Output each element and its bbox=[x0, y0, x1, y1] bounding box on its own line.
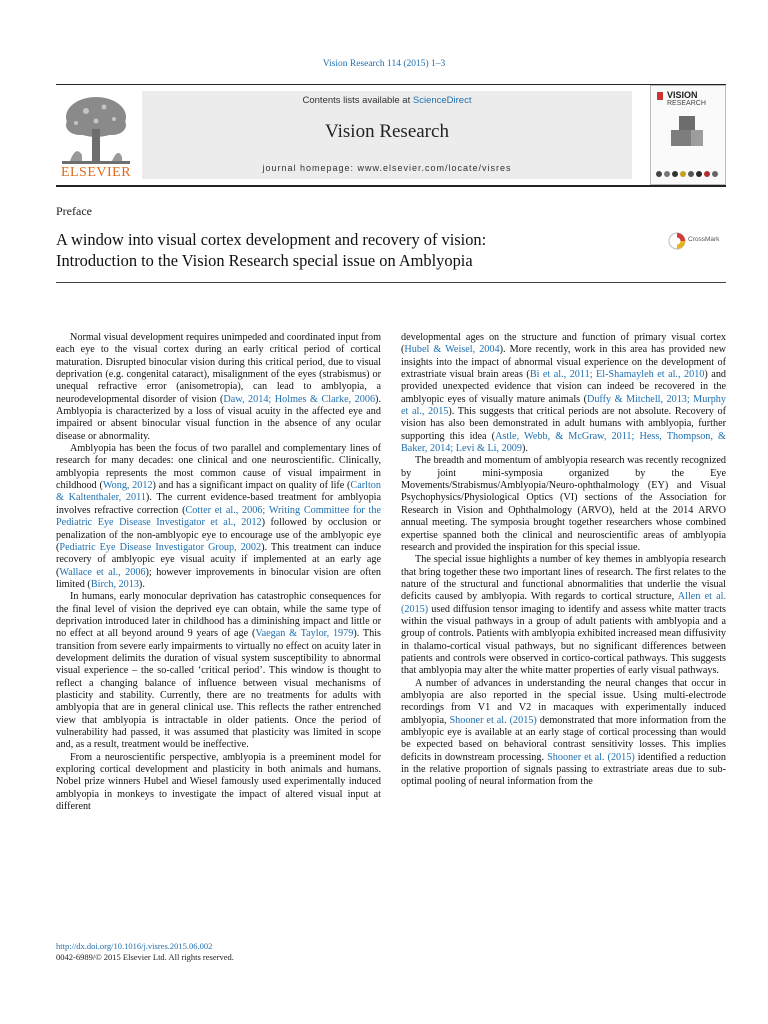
paragraph-text: ). This treatment can induce recovery of amblyopic eye visual acuity if implemented at an early age ( bbox=[56, 541, 381, 578]
contents-prefix: Contents lists available at bbox=[302, 95, 413, 106]
paragraph-text: ) and has a significant impact on quality of life ( bbox=[152, 480, 351, 492]
copyright-notice: 0042-6989/© 2015 Elsevier Ltd. All rights reserved. bbox=[56, 952, 234, 962]
paragraph-text: developmental ages on the structure and function of primary visual cortex ( bbox=[401, 332, 726, 356]
citation-link[interactable]: Cotter et al., 2006; Writing Committee for the Pediatric Eye Disease Investigator et al., 2012 bbox=[56, 504, 381, 529]
journal-title: Vision Research bbox=[325, 121, 449, 142]
paragraph bbox=[56, 332, 381, 443]
article-type: Preface bbox=[56, 204, 92, 218]
masthead-rule bbox=[56, 185, 726, 187]
paragraph-text: ). More recently, work in this area has provided new insights into the impact of abnormal visual experience on the development of extrastriate visual brain areas ( bbox=[401, 344, 726, 381]
citation-link[interactable]: Allen et al. (2015) bbox=[401, 591, 726, 615]
paragraph-text: Normal visual development requires unimpeded and coordinated input from each eye to the visual cortex during an early critical period of cortical maturation. Disrupted binocular vision during this critical period, due to visual deprivation (e.g. congenital cataract), misalignment of the eyes (strabismus) or unequal refractive error (anisometropia), can lead to amblyopia, a neurodevelopmental disorder of vision ( bbox=[56, 332, 381, 405]
paragraph bbox=[56, 591, 381, 751]
journal-homepage[interactable]: journal homepage: www.elsevier.com/locate/visres bbox=[262, 163, 512, 173]
citation-link[interactable]: Duffy & Mitchell, 2013; Murphy et al., 2015 bbox=[401, 393, 726, 418]
journal-reference[interactable]: Vision Research 114 (2015) 1–3 bbox=[322, 59, 446, 69]
cover-graphic-icon bbox=[651, 86, 725, 184]
paragraph-text: ). The current evidence-based treatment for amblyopia involves refractive correction ( bbox=[56, 492, 382, 516]
paragraph bbox=[401, 554, 726, 677]
paragraph-text: ). Amblyopia is characterized by a loss of visual acuity in the affected eye and impaired or absent binocular visual function in the absence of any ocular disease or abnormality. bbox=[56, 393, 381, 442]
citation-link[interactable]: Vaegan & Taylor, 1979 bbox=[255, 628, 354, 640]
body-column-right bbox=[401, 332, 726, 789]
paragraph-text: In humans, early monocular deprivation has catastrophic consequences for the final level of vision the deprived eye can obtain, while the same type of deprivation introduced later in childhood has a diminishing impact and little or no effect at all beyond around 9 years of age ( bbox=[56, 591, 381, 640]
paragraph-text: ). bbox=[521, 443, 528, 455]
paragraph-text: ). This transition from severe early impairments to virtually no effect on acuity later in development delimits the duration of visual system susceptibility to abnormal visual experience – the so-called ‘critical period’. This window is thought to reflect a changing balance of influence between visual mechanisms of plasticity and stability. Currently, there are no treatments for adults with amblyopia that are in general clinical use. This reflects the rather entrenched view that amblyopia is intractable in older patients. Once the period of vulnerability had passed, it was assumed that plasticity was limited in scope and, as a result, treatment would be ineffective. bbox=[56, 628, 381, 751]
paragraph-text: used diffusion tensor imaging to identify and assess white matter tracts within the visual pathways in a group of adult patients with amblyopia and a group of controls. Patients with amblyopia exhibited increased mean diffusivity in thalamo-cortical visual pathways, but no significant differences between patients and controls were observed in cortico-cortical pathways. This suggests that amblyopia may alter the white matter properties of early visual pathways. bbox=[401, 603, 726, 677]
citation-link[interactable]: Shooner et al. (2015) bbox=[547, 751, 635, 763]
citation-link[interactable]: Astle, Webb, & McGraw, 2011; Hess, Thompson, & Baker, 2014; Levi & Li, 2009 bbox=[401, 430, 726, 455]
citation-link[interactable]: Bi et al., 2011; El-Shamayleh et al., 2010 bbox=[529, 369, 705, 381]
crossmark-icon bbox=[668, 232, 686, 250]
sciencedirect-link[interactable]: ScienceDirect bbox=[412, 95, 472, 106]
citation-link[interactable]: Daw, 2014; Holmes & Clarke, 2006 bbox=[223, 393, 376, 405]
paragraph-text: ) and provided unexpected evidence that vision can indeed be recovered in the amblyopic eyes of visually mature animals ( bbox=[401, 369, 727, 405]
article-title-line-1: A window into visual cortex development and recovery of vision: bbox=[56, 230, 487, 249]
paragraph-text: Amblyopia has been the focus of two parallel and complementary lines of research for many decades: one clinical and one neuroscientific. Clinically, amblyopia represents the most common cause of visual impairment in childhood ( bbox=[56, 443, 381, 492]
citation-link[interactable]: Birch, 2013 bbox=[90, 578, 139, 590]
paragraph bbox=[401, 332, 726, 455]
citation-link[interactable]: Shooner et al. (2015) bbox=[449, 714, 537, 726]
article-title bbox=[56, 229, 616, 271]
paragraph-text: demonstrated that more information from the amblyopic eye is available at an early stage of cortical processing than would be expected based on behavioral contrast sensitivity losses. This implies deficits in downstream processing. bbox=[401, 714, 726, 763]
footer bbox=[56, 941, 234, 963]
doi-link[interactable]: http://dx.doi.org/10.1016/j.visres.2015.06.002 bbox=[56, 941, 213, 951]
crossmark-button[interactable] bbox=[668, 232, 728, 250]
elsevier-wordmark: ELSEVIER bbox=[60, 165, 132, 180]
body-column-left bbox=[56, 332, 381, 813]
paragraph-text: ). bbox=[138, 578, 145, 590]
paragraph-text: identified a reduction in the relative proportion of signals passing to extrastriate areas due to sub-optimal pooling of neural information from the bbox=[401, 751, 726, 788]
masthead bbox=[56, 84, 726, 186]
journal-cover-thumbnail[interactable] bbox=[650, 85, 726, 185]
paragraph-text: The breadth and momentum of amblyopia research was recently recognized by joint mini-symposia organized by the Eye Movements/Strabismus/Amblyopia/Neuro-ophthalmology (EY) and Visual Psychophysics/Physiological Optics (VI) sections of the Association for Research in Vision and Ophthalmology (ARVO), held at the 2014 ARVO annual meeting. The symposia brought together researchers whose combined expertise spanned both the clinical and neuroscientific areas of amblyopia research and provided the inspiration for this special issue. bbox=[401, 455, 726, 553]
citation-link[interactable]: Pediatric Eye Disease Investigator Group, 2002 bbox=[59, 541, 262, 553]
journal-banner bbox=[142, 91, 632, 179]
paragraph-text: From a neuroscientific perspective, amblyopia is a preeminent model for exploring cortical development and plasticity in both animals and humans. Nobel prize winners Hubel and Wiesel famously used experimentally induced amblyopia in monkeys to investigate the impact of altered visual input at different bbox=[56, 751, 381, 813]
contents-line bbox=[142, 95, 632, 106]
citation-link[interactable]: Hubel & Weisel, 2004 bbox=[404, 344, 500, 356]
citation-link[interactable]: Wong, 2012 bbox=[102, 480, 153, 492]
crossmark-label: CrossMark bbox=[688, 236, 720, 243]
paragraph bbox=[56, 752, 381, 814]
paragraph-text: A number of advances in understanding the neural changes that occur in amblyopia are also reported in the special issue. Using multi-electrode recordings from V1 and V2 in macaques with experimentally induced amblyopia, bbox=[401, 677, 726, 726]
citation-link[interactable]: Carlton & Kaltenthaler, 2011 bbox=[56, 480, 381, 504]
paragraph bbox=[56, 443, 381, 591]
paragraph-text: ); however improvements in binocular vision are often limited ( bbox=[56, 566, 381, 590]
article-title-line-2: Introduction to the Vision Research special issue on Amblyopia bbox=[56, 251, 473, 270]
paragraph bbox=[401, 455, 726, 554]
cover-subtitle: RESEARCH bbox=[667, 100, 706, 107]
paragraph-text: The special issue highlights a number of key themes in amblyopia research that bring together these two important lines of research. The first relates to the nature of the structural and functional abnormalities that underlie the visual deficits caused by amblyopia. With regards to cortical structure, bbox=[401, 554, 726, 603]
citation-link[interactable]: Wallace et al., 2006 bbox=[59, 566, 146, 578]
paragraph-text: ) followed by occlusion or penalization of the non-amblyopic eye to encourage use of the amblyopic eye ( bbox=[56, 517, 382, 553]
cover-title: VISION bbox=[667, 90, 698, 100]
paragraph-text: ). This suggests that critical periods are not absolute. Recovery of vision has also been demonstrated in adult humans with amblyopia, further supporting this idea ( bbox=[401, 406, 726, 442]
paragraph bbox=[401, 678, 726, 789]
title-rule bbox=[56, 282, 726, 283]
